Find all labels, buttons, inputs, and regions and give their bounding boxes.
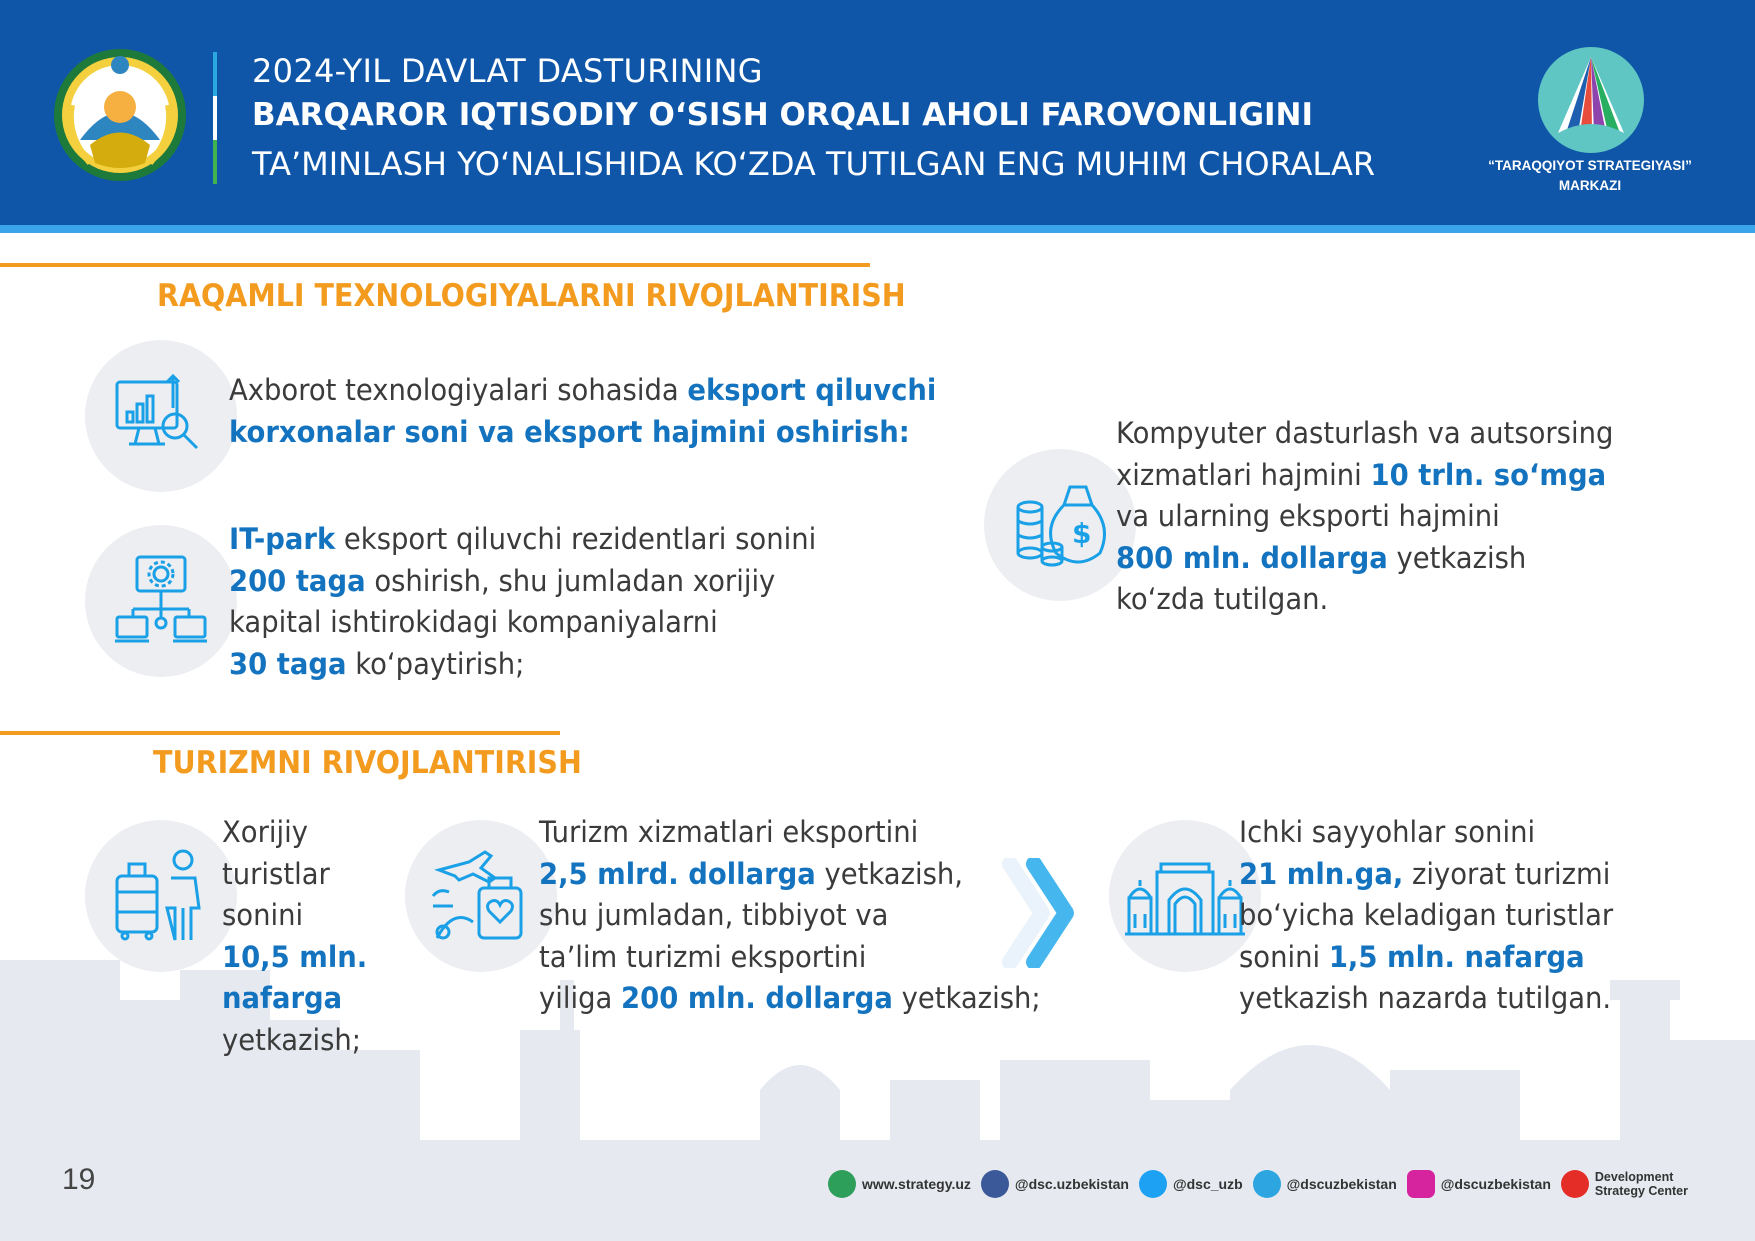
facebook-text: @dsc.uzbekistan — [1014, 1176, 1129, 1192]
instagram-icon — [1407, 1170, 1435, 1198]
globe-icon — [828, 1170, 856, 1198]
tourism-item-1-line-4 — [222, 937, 367, 979]
analytics-icon-circle — [85, 340, 237, 492]
telegram-icon — [1253, 1170, 1281, 1198]
header-banner — [0, 0, 1755, 225]
digital-item-2-line-1 — [229, 519, 816, 561]
tourism-item-2-l2-plain: yetkazish, — [815, 856, 964, 891]
digital-item-1-l1-plain: Axborot texnologiyalari sohasida — [229, 373, 688, 407]
tourism-item-2-l1-plain: Turizm xizmatlari eksportini — [539, 815, 919, 849]
instagram-link[interactable] — [1407, 1170, 1551, 1198]
state-emblem-icon — [50, 45, 190, 185]
tourism-item-3-line-3 — [1239, 895, 1613, 937]
it-network-icon — [113, 553, 209, 649]
section-rule-digital — [0, 263, 870, 267]
tourism-item-1-line-5 — [222, 978, 367, 1020]
digital-item-1-line-2 — [229, 412, 936, 454]
digital-item-2-l2-bold: 200 taga — [229, 563, 366, 598]
tourism-item-3-l5-plain: yetkazish nazarda tutilgan. — [1239, 981, 1612, 1015]
digital-item-3-l5-plain: koʻzda tutilgan. — [1116, 582, 1329, 616]
website-link[interactable] — [828, 1170, 971, 1198]
it-network-icon-circle — [85, 525, 237, 677]
digital-item-3-line-3 — [1116, 496, 1613, 538]
tourism-item-2-line-4 — [539, 937, 1041, 979]
tourism-item-2-line-2 — [539, 854, 1041, 896]
digital-item-2-l3-plain: kapital ishtirokidagi kompaniyalarni — [229, 605, 718, 639]
twitter-text: @dsc_uzb — [1172, 1176, 1243, 1192]
brand-line-1: Development — [1594, 1170, 1674, 1184]
tourism-item-3-l4-bold: 1,5 mln. nafarga — [1328, 939, 1585, 974]
digital-item-2-l1-plain: eksport qiluvchi rezidentlari sonini — [335, 522, 817, 556]
tourism-item-3-l3-plain: boʻyicha keladigan turistlar — [1239, 898, 1614, 932]
tourism-item-3-l2-bold: 21 mln.ga, — [1239, 856, 1404, 891]
telegram-text: @dscuzbekistan — [1286, 1176, 1397, 1192]
medical-travel-icon — [429, 848, 529, 944]
digital-item-3-l1-plain: Kompyuter dasturlash va autsorsing — [1116, 416, 1614, 450]
digital-item-2-text — [229, 519, 816, 685]
svg-text:$: $ — [1072, 517, 1092, 550]
dsc-logo-icon — [1536, 45, 1646, 155]
flag-bar-blue — [213, 52, 217, 96]
digital-item-3-l4-plain: yetkazish — [1387, 540, 1527, 575]
footer-social-bar — [828, 1168, 1698, 1200]
tourism-item-2-l5-bold: 200 mln. dollarga — [621, 981, 893, 1015]
tourism-item-3-line-2 — [1239, 854, 1613, 896]
money-bag-icon-circle — [984, 449, 1136, 601]
tourism-item-1-l4-bold: 10,5 mln. — [222, 939, 368, 974]
org-name-line-2: MARKAZI — [1558, 178, 1622, 193]
twitter-icon — [1139, 1170, 1167, 1198]
digital-item-3-l3-plain: va ularning eksporti hajmini — [1116, 499, 1500, 533]
tourism-item-1-line-6: yetkazish; — [222, 1022, 362, 1057]
digital-item-1-l1-bold: eksport qiluvchi — [687, 373, 937, 407]
tourism-item-3-l2-plain: ziyorat turizmi — [1403, 856, 1611, 891]
facebook-link[interactable] — [981, 1170, 1129, 1198]
tourism-item-2-line-5 — [539, 978, 1041, 1020]
tourism-item-1-text — [222, 812, 367, 1061]
section-rule-tourism — [0, 731, 560, 735]
travel-luggage-icon — [111, 848, 211, 944]
digital-item-3-line-2 — [1116, 455, 1613, 497]
digital-item-2-l4-plain: koʻpaytirish; — [346, 646, 525, 681]
digital-item-1-line-1 — [229, 370, 936, 412]
tourism-item-3-line-5 — [1239, 978, 1613, 1020]
tourism-item-2-l5-plain-a: yiliga — [539, 981, 622, 1015]
digital-item-3-l4-bold: 800 mln. dollarga — [1116, 540, 1388, 575]
header-line-1: 2024-YIL DAVLAT DASTURINING — [252, 52, 763, 90]
header-stripe — [0, 225, 1755, 233]
tourism-item-2-text — [539, 812, 1041, 1020]
org-name-line-1: “TARAQQIYOT STRATEGIYASI” — [1488, 158, 1692, 173]
telegram-link[interactable] — [1253, 1170, 1397, 1198]
tourism-item-2-line-1 — [539, 812, 1041, 854]
tourism-item-3-line-4 — [1239, 937, 1613, 979]
tourism-item-3-l4-plain: sonini — [1239, 939, 1329, 974]
travel-luggage-icon-circle — [85, 820, 237, 972]
youtube-brand[interactable] — [1561, 1170, 1688, 1198]
brand-line-2: Strategy Center — [1594, 1184, 1688, 1198]
header-line-3: TAʼMINLASH YOʻNALISHIDA KOʻZDA TUTILGAN ENG MUHIM CHORALAR — [252, 145, 1376, 183]
digital-item-1-text — [229, 370, 936, 453]
tourism-item-1-l5-bold: nafarga — [222, 981, 343, 1015]
mosque-gate-icon — [1121, 858, 1249, 938]
chevron-right-icon — [1000, 858, 1080, 968]
digital-item-2-line-3 — [229, 602, 816, 644]
org-name — [1440, 156, 1740, 196]
digital-item-2-line-4 — [229, 644, 816, 686]
youtube-icon — [1561, 1170, 1589, 1198]
tourism-item-1-line-2: turistlar — [222, 856, 330, 891]
tourism-item-2-l5-plain-b: yetkazish; — [892, 981, 1041, 1015]
tourism-item-2-l2-bold: 2,5 mlrd. dollarga — [539, 856, 816, 891]
tourism-item-3-text — [1239, 812, 1613, 1020]
tourism-item-3-line-1 — [1239, 812, 1613, 854]
digital-item-3-l2-bold: 10 trln. soʻmga — [1370, 457, 1607, 492]
medical-travel-icon-circle — [405, 820, 557, 972]
tourism-item-2-line-3 — [539, 895, 1041, 937]
digital-item-2-l2-plain: oshirish, shu jumladan xorijiy — [365, 563, 776, 598]
digital-item-2-l1-bold: IT-park — [229, 522, 336, 556]
digital-item-1-l2-bold: korxonalar soni va eksport hajmini oshirish: — [229, 414, 910, 449]
flag-bar-white — [213, 96, 217, 140]
twitter-link[interactable] — [1139, 1170, 1243, 1198]
section-title-digital: RAQAMLI TEXNOLOGIYALARNI RIVOJLANTIRISH — [157, 278, 906, 314]
digital-item-3-l2-plain: xizmatlari hajmini — [1116, 457, 1371, 492]
tourism-item-2-l3-plain: shu jumladan, tibbiyot va — [539, 898, 889, 932]
tourism-item-2-l4-plain: taʼlim turizmi eksportini — [539, 939, 867, 974]
instagram-text: @dscuzbekistan — [1440, 1176, 1551, 1192]
money-bag-icon — [1012, 477, 1108, 573]
brand-text — [1595, 1170, 1688, 1198]
digital-item-2-l4-bold: 30 taga — [229, 646, 347, 681]
section-title-tourism: TURIZMNI RIVOJLANTIRISH — [153, 745, 582, 781]
analytics-icon — [113, 368, 209, 464]
website-text: www.strategy.uz — [862, 1176, 971, 1192]
digital-item-3-line-4 — [1116, 538, 1613, 580]
flag-bar-green — [213, 140, 217, 184]
header-line-2: BARQAROR IQTISODIY OʻSISH ORQALI AHOLI FAROVONLIGINI — [252, 97, 1314, 133]
digital-item-3-text — [1116, 413, 1613, 621]
digital-item-3-line-1 — [1116, 413, 1613, 455]
page-number: 19 — [62, 1163, 96, 1196]
digital-item-3-line-5 — [1116, 579, 1613, 621]
tourism-item-1-line-1: Xorijiy — [222, 815, 308, 849]
digital-item-2-line-2 — [229, 561, 816, 603]
tourism-item-1-line-3: sonini — [222, 898, 304, 932]
tourism-item-3-l1-plain: Ichki sayyohlar sonini — [1239, 815, 1536, 849]
facebook-icon — [981, 1170, 1009, 1198]
